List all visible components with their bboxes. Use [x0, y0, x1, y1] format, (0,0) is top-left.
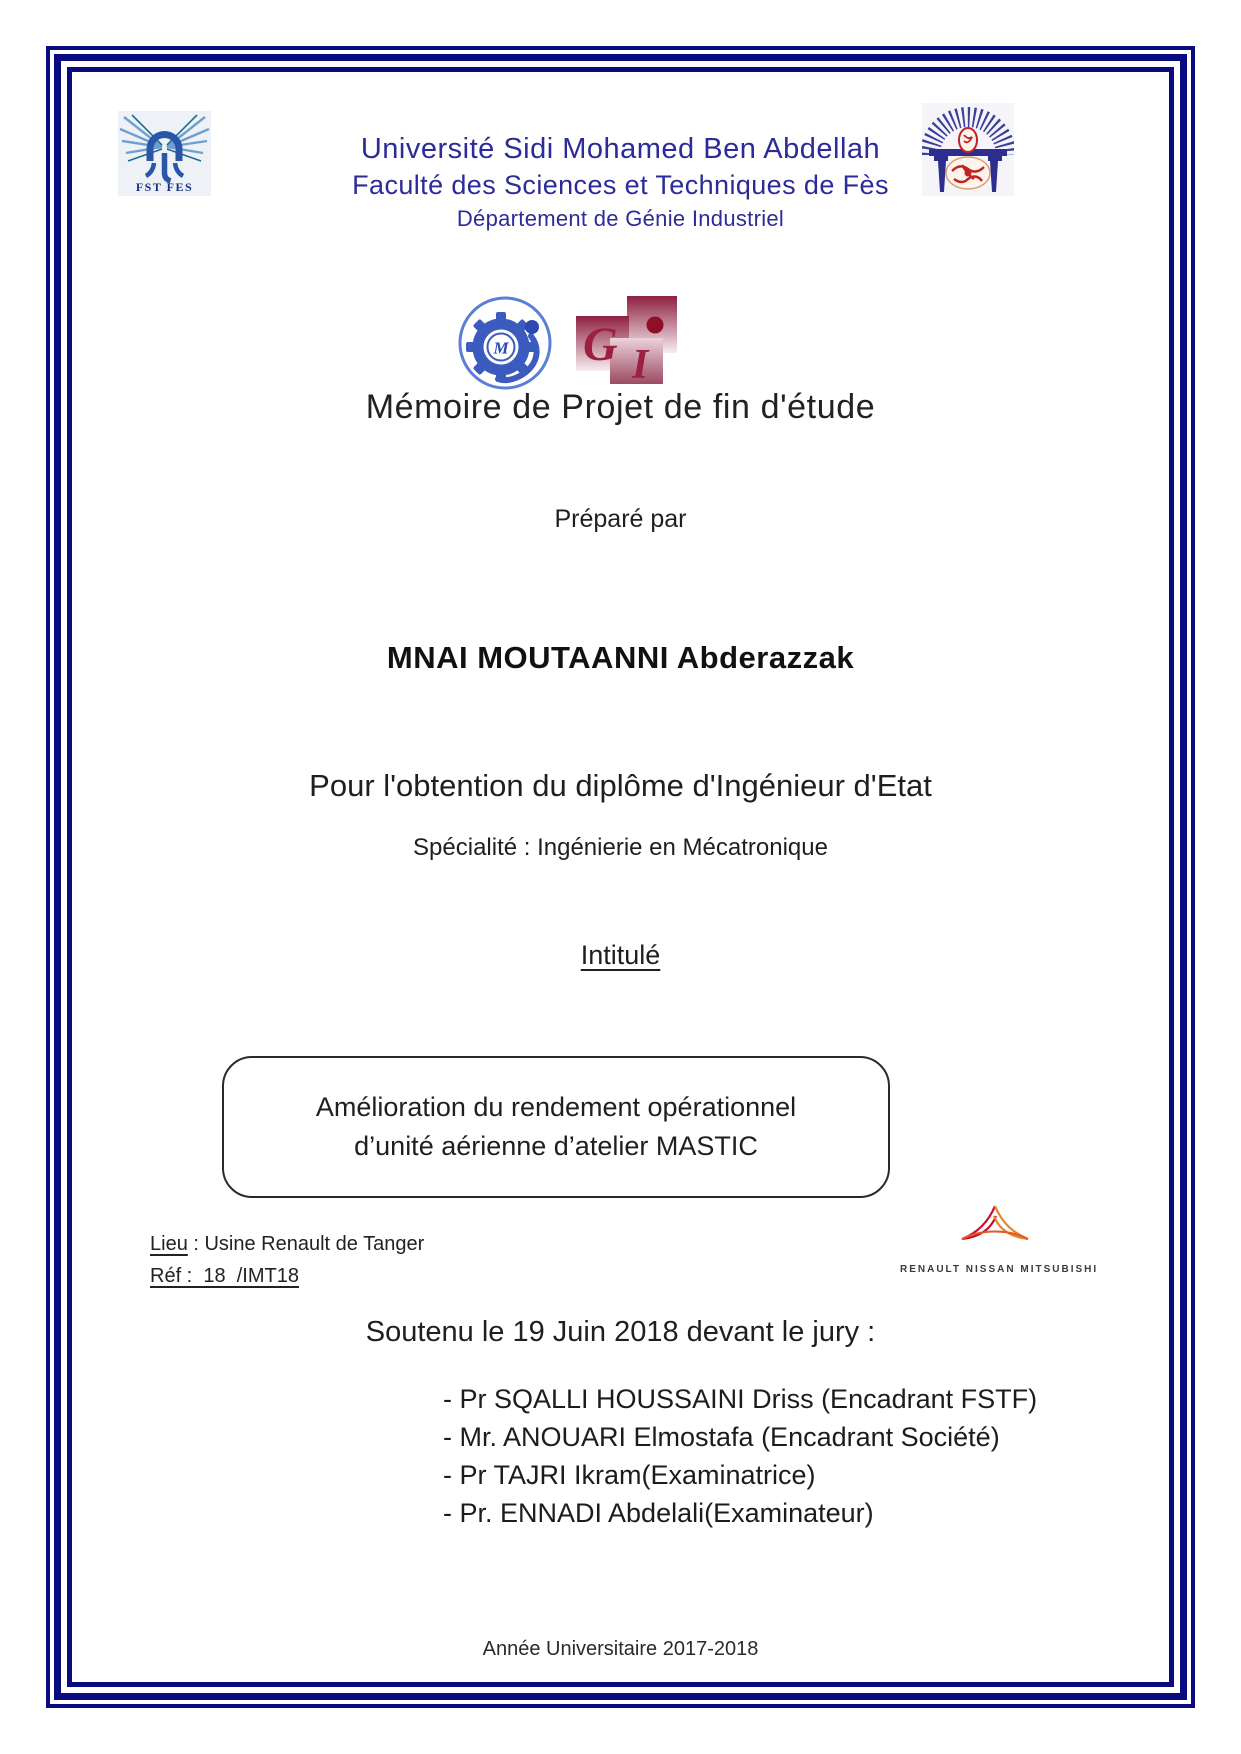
alliance-logo	[900, 1203, 1099, 1275]
jury-item: - Pr. ENNADI Abdelali(Examinateur)	[443, 1498, 874, 1529]
gi-letter-g: G	[583, 318, 618, 371]
title-label: Intitulé	[580, 940, 661, 970]
jury-item: - Pr TAJRI Ikram(Examinatrice)	[443, 1460, 816, 1491]
jury-list	[443, 1380, 1037, 1532]
author-name: MNAI MOUTAANNI Abderazzak	[386, 640, 855, 675]
specialty-line: Spécialité : Ingénierie en Mécatronique	[413, 834, 828, 861]
jury-item: - Pr SQALLI HOUSSAINI Driss (Encadrant FSTF)	[443, 1384, 1038, 1414]
alliance-a-icon	[957, 1203, 1033, 1261]
reference-line: Réf : 18 /IMT18	[150, 1265, 299, 1287]
department-name: Département de Génie Industriel	[456, 206, 785, 231]
location-label: Lieu	[150, 1233, 188, 1255]
gi-logo-icon	[576, 296, 678, 384]
alliance-caption: RENAULT NISSAN MITSUBISHI	[900, 1264, 1099, 1275]
mechatronics-gear-logo-icon	[456, 294, 554, 392]
faculty-name: Faculté des Sciences et Techniques de Fès	[352, 170, 889, 200]
prepared-by-label: Préparé par	[554, 505, 687, 533]
gear-logo-letter: M	[493, 338, 509, 358]
footer-year: Année Universitaire 2017-2018	[482, 1638, 759, 1660]
fst-logo-caption: FST FES	[135, 180, 194, 194]
location-value: : Usine Renault de Tanger	[187, 1233, 425, 1255]
thesis-title-line1: Amélioration du rendement opérationnel	[315, 1091, 797, 1122]
jury-item: - Mr. ANOUARI Elmostafa (Encadrant Société)	[443, 1422, 1000, 1453]
degree-line: Pour l'obtention du diplôme d'Ingénieur d'Etat	[309, 768, 932, 803]
thesis-title-box	[222, 1056, 890, 1198]
university-emblem-icon	[922, 103, 1014, 196]
university-name: Université Sidi Mohamed Ben Abdellah	[360, 133, 881, 165]
doc-type-title: Mémoire de Projet de fin d'étude	[365, 388, 876, 426]
location-block	[150, 1228, 424, 1292]
gi-letter-i: I	[632, 342, 649, 384]
header-text-block	[0, 133, 1241, 232]
defense-line: Soutenu le 19 Juin 2018 devant le jury :	[365, 1316, 876, 1348]
location-line	[150, 1228, 424, 1260]
thesis-title-line2: d’unité aérienne d’atelier MASTIC	[354, 1131, 758, 1161]
